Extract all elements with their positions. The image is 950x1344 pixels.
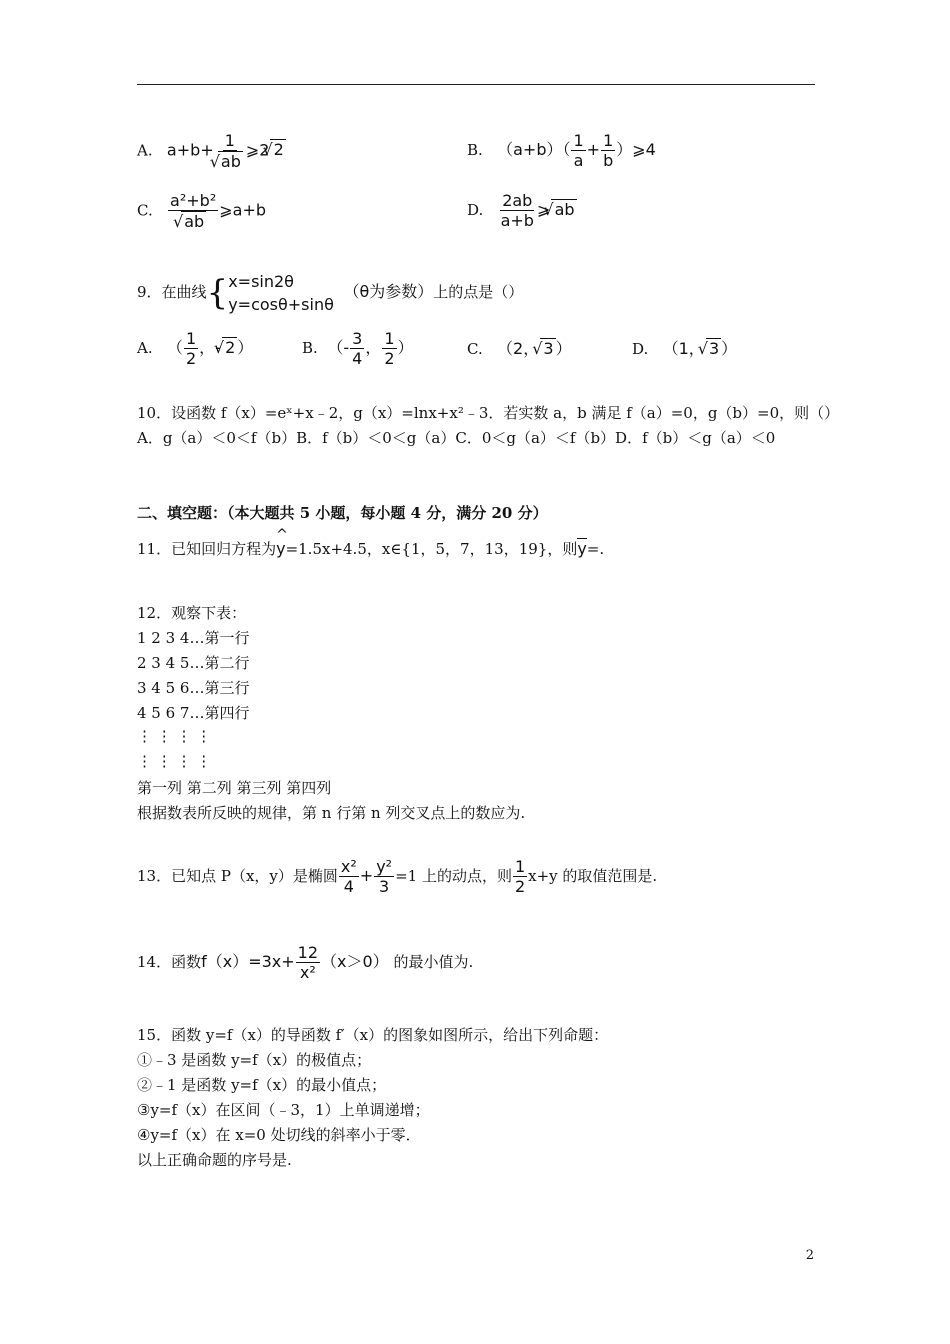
option-label: B. xyxy=(467,140,483,159)
q10-stem: 10．设函数 f（x）=eˣ+x﹣2，g（x）=lnx+x²﹣3．若实数 a，b 满足 f（a）=0，g（b）=0，则（） xyxy=(137,404,840,422)
numerator: a²+b² xyxy=(170,191,217,210)
expr-text: ） xyxy=(237,337,254,357)
header-rule xyxy=(137,84,815,85)
list-item: ③y=f（x）在区间（﹣3，1）上单调递增； xyxy=(137,1101,430,1119)
page-number: 2 xyxy=(805,1248,814,1263)
expr-text: （ xyxy=(166,337,183,357)
expr-text: a+b+ xyxy=(166,140,214,160)
numerator: x² xyxy=(340,857,357,876)
fraction xyxy=(571,132,585,170)
option-label: C. xyxy=(467,340,483,358)
expr-text: （a+b）（ xyxy=(497,139,571,159)
numerator: y² xyxy=(376,857,393,876)
expr-text: （x＞0） xyxy=(321,951,389,971)
equation: y=cosθ+sinθ xyxy=(228,295,334,315)
option-label: B. xyxy=(302,338,318,357)
fraction xyxy=(350,330,364,368)
list-item: ④y=f（x）在 x=0 处切线的斜率小于零． xyxy=(137,1126,421,1144)
q14 xyxy=(137,944,473,982)
fraction xyxy=(184,330,198,368)
denominator: x² xyxy=(299,962,316,982)
list-item: ②﹣1 是函数 y=f（x）的最小值点； xyxy=(137,1076,387,1094)
numerator: 12 xyxy=(297,943,319,962)
question-text: 14．函数 xyxy=(137,952,202,971)
table-row: ⋮ ⋮ ⋮ ⋮ xyxy=(137,727,212,745)
table-row: 3 4 5 6…第三行 xyxy=(137,679,250,697)
expr-text: f（x）=3x+ xyxy=(201,951,295,971)
fraction xyxy=(382,330,396,368)
q15-tail: 以上正确命题的序号是. xyxy=(137,1151,292,1169)
numerator: 1 xyxy=(185,329,197,348)
q11 xyxy=(137,538,604,559)
question-text: =1 上的动点，则 xyxy=(395,866,512,885)
numerator: 1 xyxy=(514,857,526,876)
option-label: A. xyxy=(137,141,153,160)
sqrt: √ 3 xyxy=(540,338,555,358)
denominator: a+b xyxy=(500,210,534,230)
numerator: 2ab xyxy=(502,191,533,210)
q9-options xyxy=(137,330,253,368)
fraction xyxy=(499,192,536,230)
expr-text: ，- xyxy=(199,337,221,357)
fraction xyxy=(601,132,615,170)
q8-option-a xyxy=(137,132,286,171)
expr-text: ⩾a+b xyxy=(219,200,267,220)
numerator: 1 xyxy=(573,131,584,150)
question-text: 上的点是（） xyxy=(433,283,524,302)
y-hat: ^ y xyxy=(276,539,285,558)
section-heading: 二、填空题：（本大题共 5 小题，每小题 4 分，满分 20 分） xyxy=(137,504,548,522)
q10-options: A．g（a）＜0＜f（b）B．f（b）＜0＜g（a）C．0＜g（a）＜f（b）D．f（b）＜g（a）＜0 xyxy=(137,429,776,447)
question-text: 9．在曲线 xyxy=(137,283,207,302)
sqrt: √ ab xyxy=(551,199,576,219)
table-row: 1 2 3 4…第一行 xyxy=(137,629,250,647)
denominator: b xyxy=(603,150,614,170)
denominator: a xyxy=(573,150,584,170)
brace: { xyxy=(206,273,229,314)
expr-text: + xyxy=(586,139,601,159)
question-text: x+y 的取值范围是. xyxy=(528,866,658,885)
numerator: 3 xyxy=(352,329,363,348)
option-label: D. xyxy=(467,200,484,219)
denominator: 3 xyxy=(379,876,390,896)
fraction xyxy=(215,132,245,171)
sqrt: √ 2 xyxy=(222,337,237,357)
q9-option-c xyxy=(467,336,572,359)
q8-option-c xyxy=(137,192,266,231)
y-bar: y xyxy=(577,539,587,558)
question-text: =. xyxy=(586,540,605,558)
q9-option-b xyxy=(302,330,414,368)
fraction xyxy=(339,858,359,896)
denominator: 2 xyxy=(384,348,395,368)
question-text: 13．已知点 P（x，y）是椭圆 xyxy=(137,866,338,885)
expr-text: ）⩾4 xyxy=(616,139,656,159)
param-note: （θ为参数） xyxy=(343,282,434,302)
question-text: 的最小值为. xyxy=(393,952,474,971)
denominator: 4 xyxy=(343,876,354,896)
q9-option-d xyxy=(632,336,737,359)
sqrt: √ ab xyxy=(218,151,243,171)
numerator: 1 xyxy=(603,131,614,150)
q9-stem xyxy=(137,270,523,316)
sqrt: √ 2 xyxy=(270,139,285,159)
denominator: 4 xyxy=(352,348,363,368)
question-text: 11．已知回归方程为 xyxy=(137,540,277,558)
numerator: 1 xyxy=(384,329,395,348)
equation-system xyxy=(228,270,334,316)
q8-option-b xyxy=(467,132,656,170)
expr-text: ） xyxy=(555,339,572,358)
table-row: 第一列 第二列 第三列 第四列 xyxy=(137,779,332,797)
expr-text: （2， xyxy=(497,339,540,358)
expr-text: ⩾2 xyxy=(245,140,270,160)
sqrt: √ ab xyxy=(181,211,206,231)
numerator: 1 xyxy=(224,131,235,150)
fraction xyxy=(513,858,527,896)
expr-text: ⩾ xyxy=(536,199,551,219)
denominator: 2 xyxy=(185,348,197,368)
fraction xyxy=(168,192,218,231)
table-row: ⋮ ⋮ ⋮ ⋮ xyxy=(137,752,212,770)
table-row: 2 3 4 5…第二行 xyxy=(137,654,250,672)
question-text: =1.5x+4.5，x∈{1，5，7，13，19}，则 xyxy=(285,540,578,558)
q12-stem: 12．观察下表： xyxy=(137,604,247,622)
fraction xyxy=(374,858,394,896)
equation: x=sin2θ xyxy=(228,272,294,291)
expr-text: ） xyxy=(397,337,414,357)
option-label: A. xyxy=(137,338,153,357)
list-item: ①﹣3 是函数 y=f（x）的极值点； xyxy=(137,1051,372,1069)
q15-stem: 15．函数 y=f（x）的导函数 f′（x）的图象如图所示，给出下列命题： xyxy=(137,1026,609,1044)
denominator: 2 xyxy=(514,876,526,896)
expr-text: ， xyxy=(365,337,382,357)
q13 xyxy=(137,858,657,896)
sqrt: √ 3 xyxy=(706,338,721,358)
option-label: D. xyxy=(632,340,649,358)
fraction xyxy=(296,944,320,982)
table-row: 4 5 6 7…第四行 xyxy=(137,704,250,722)
q8-option-d xyxy=(467,192,577,230)
expr-text: ） xyxy=(721,339,738,358)
expr-text: + xyxy=(359,865,374,885)
expr-text: （- xyxy=(327,337,350,357)
q12-tail: 根据数表所反映的规律，第 n 行第 n 列交叉点上的数应为. xyxy=(137,804,526,822)
expr-text: （1， xyxy=(662,339,705,358)
option-label: C. xyxy=(137,201,153,220)
